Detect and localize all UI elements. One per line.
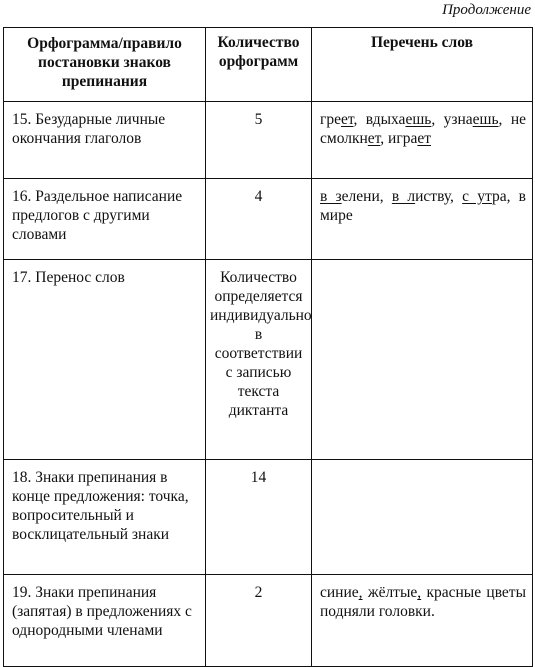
row-19-words: [312, 575, 533, 667]
word-text: , вдыха: [353, 111, 406, 128]
table-row: [4, 102, 533, 179]
row-18-count: 14: [206, 460, 312, 575]
row-15-count: 5: [206, 102, 312, 179]
word-text: гре: [320, 111, 341, 128]
row-15-words: [312, 102, 533, 179]
word-text: красные цветы подняли головки.: [320, 584, 526, 620]
underlined-ending: ет: [417, 130, 431, 147]
header-count: Количество орфограмм: [206, 28, 312, 102]
underlined-ending: ет: [341, 111, 354, 128]
underlined-preposition: в л: [391, 188, 416, 205]
row-18-rule: 18. Знаки препинания в конце предложения: точка, вопросительный и восклицательный знаки: [4, 460, 206, 575]
table-row: [4, 575, 533, 667]
underlined-ending: ешь: [405, 111, 432, 128]
table-row: [4, 260, 533, 460]
row-19-count: 2: [206, 575, 312, 667]
word-text: иству,: [415, 188, 463, 205]
underlined-preposition: с ут: [462, 188, 492, 205]
underlined-preposition: в з: [320, 188, 342, 205]
continuation-label: Продолжение: [442, 2, 531, 18]
row-16-words: [312, 179, 533, 260]
word-text: жёлтые: [362, 584, 418, 601]
word-text: , не смолкн: [320, 111, 526, 147]
row-16-rule: 16. Раздельное написание предлогов с другими словами: [4, 179, 206, 260]
row-18-words: [312, 460, 533, 575]
word-text: синие: [320, 584, 359, 601]
word-text: , узна: [431, 111, 473, 128]
table-row: [4, 460, 533, 575]
header-row: [4, 28, 533, 102]
header-words: Перечень слов: [312, 28, 533, 102]
row-15-rule: 15. Безударные личные окончания глаголов: [4, 102, 206, 179]
word-text: ра, в мире: [320, 188, 527, 224]
row-17-rule: 17. Перенос слов: [4, 260, 206, 460]
underlined-comma: ,: [358, 584, 363, 601]
row-16-count: 4: [206, 179, 312, 260]
spelling-table: [3, 27, 533, 667]
underlined-ending: ешь: [472, 111, 499, 128]
row-19-rule: 19. Знаки препинания (запятая) в предложениях с однородными членами: [4, 575, 206, 667]
table-row: [4, 179, 533, 260]
underlined-ending: ет: [367, 130, 381, 147]
row-17-words: [312, 260, 533, 460]
row-17-count: Количество определяется индивидуально в соответствии с записью текста диктанта: [206, 260, 312, 460]
word-text: елени,: [341, 188, 392, 205]
word-text: , игра: [380, 130, 418, 147]
underlined-comma: ,: [417, 584, 422, 601]
header-rule: Орфограмма/правило постановки знаков препинания: [4, 28, 206, 102]
